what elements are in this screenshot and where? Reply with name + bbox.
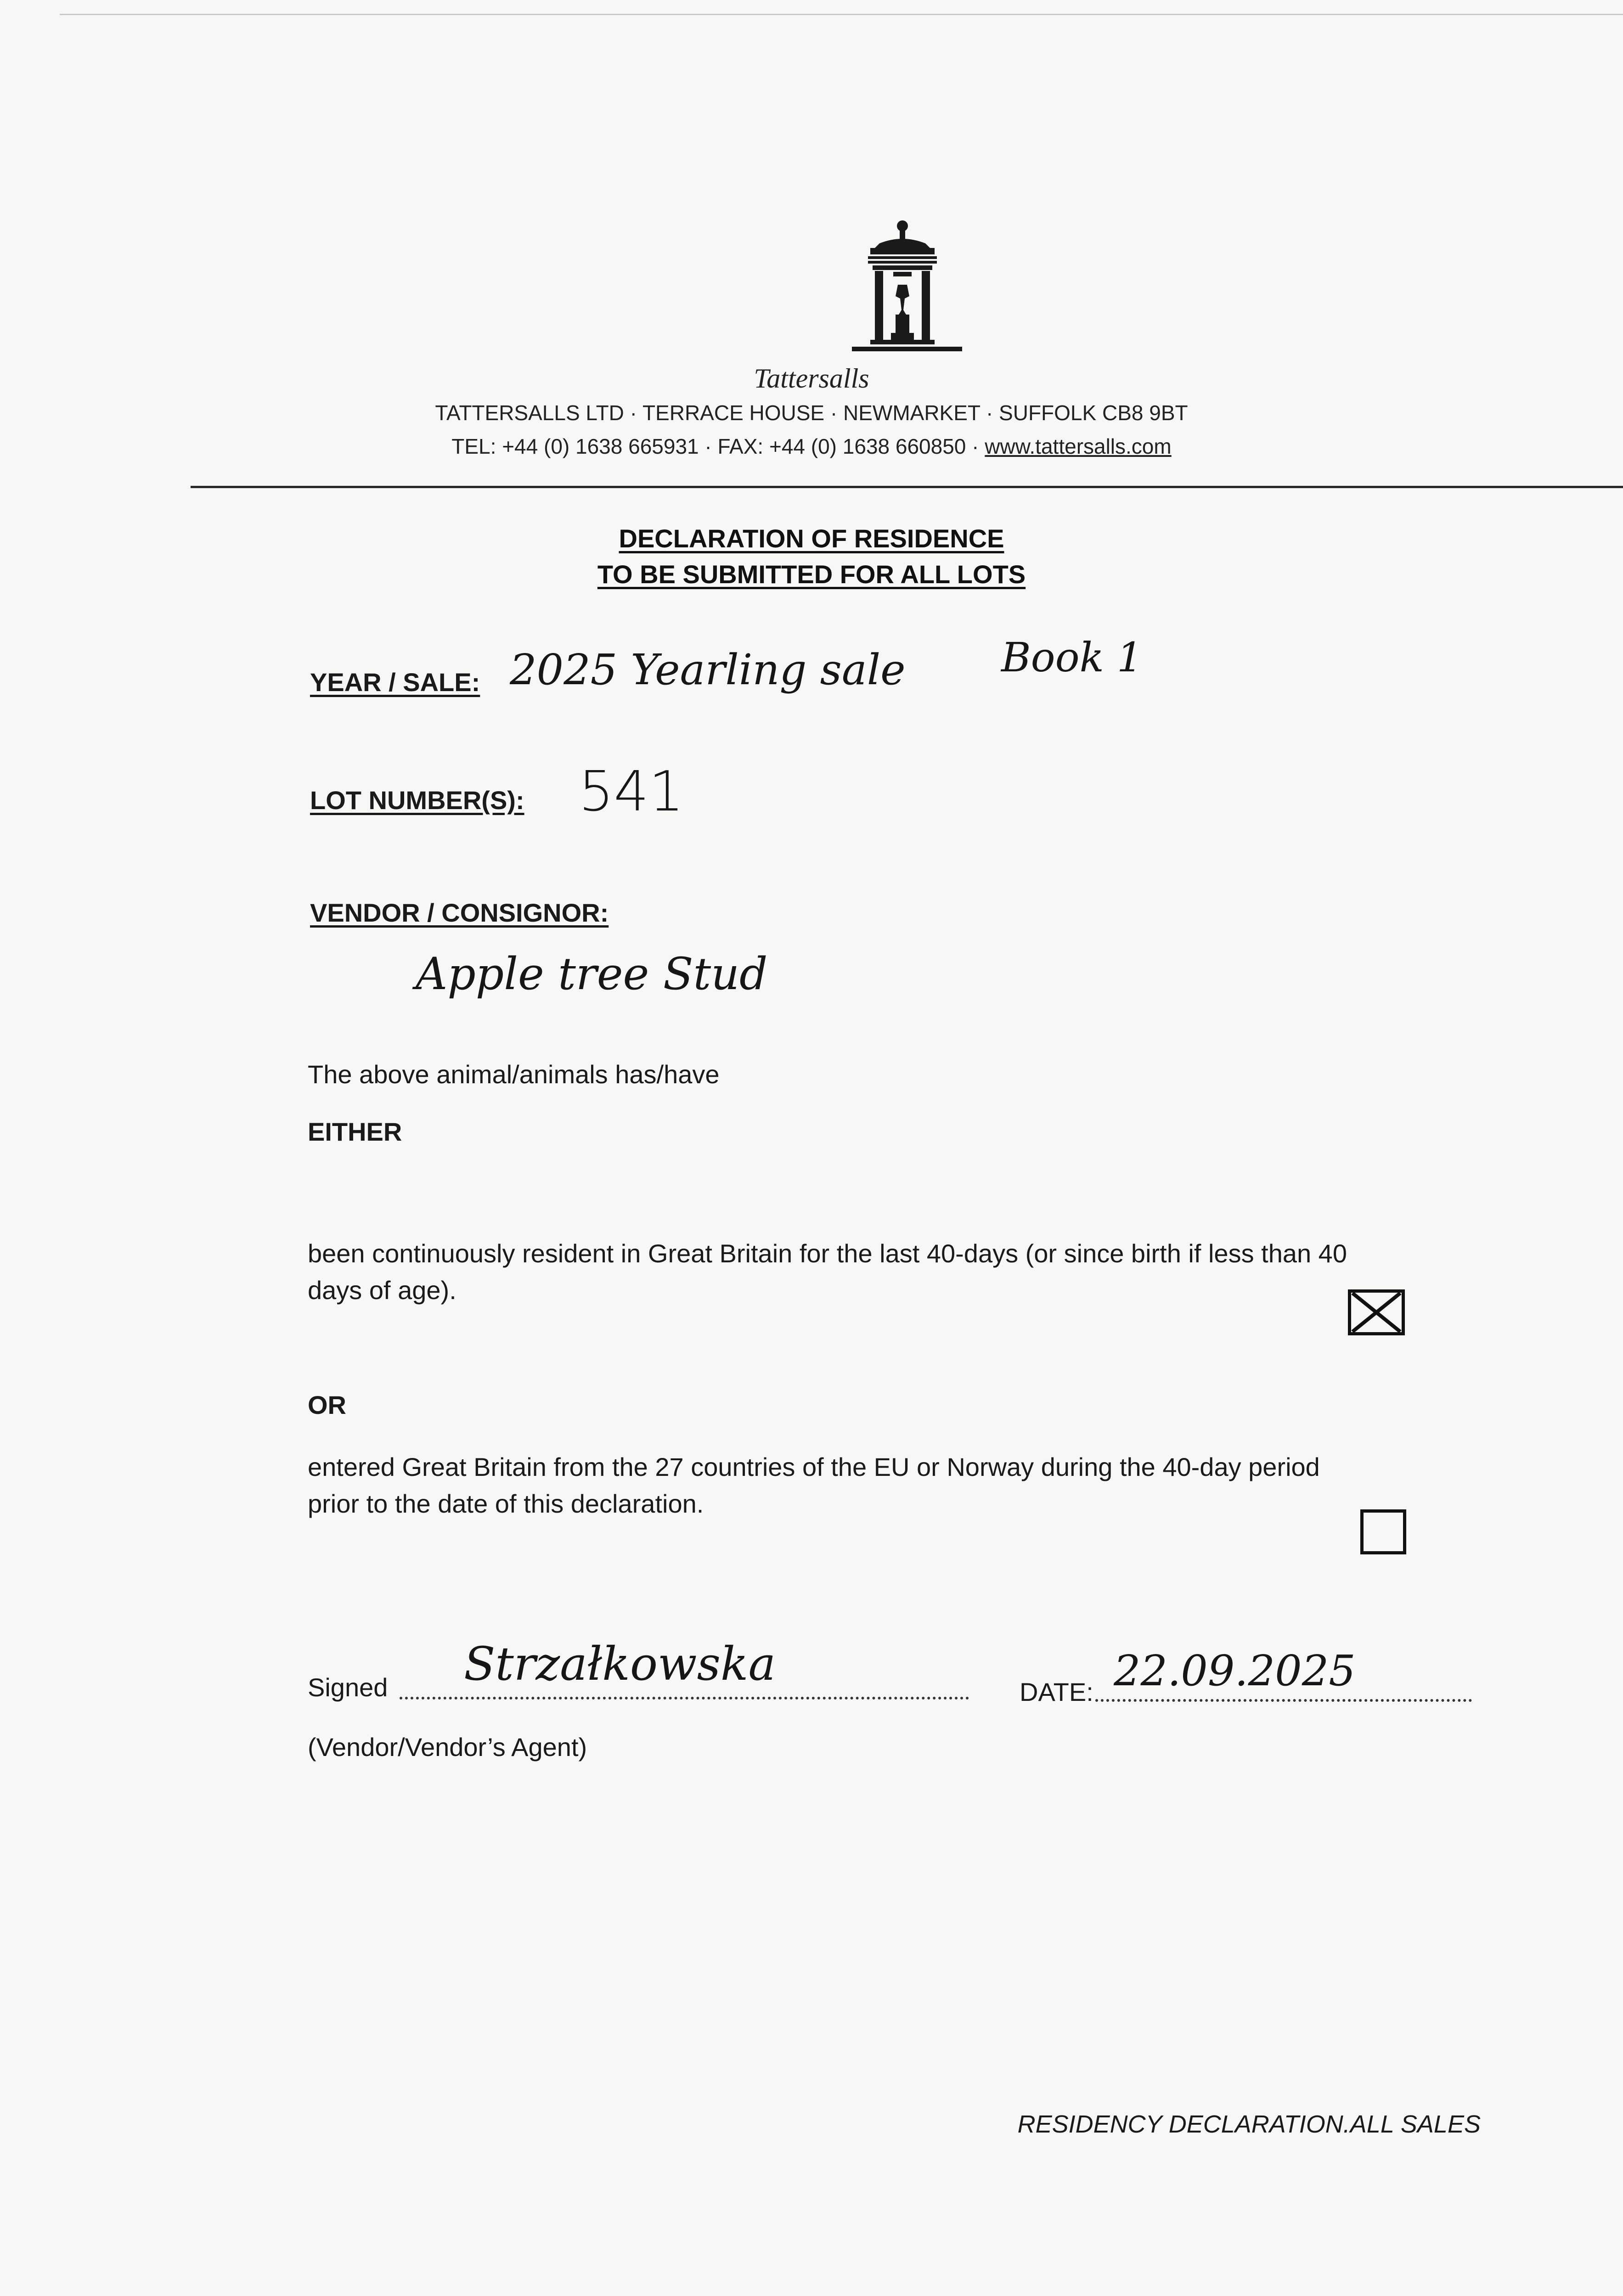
lot-number-label: LOT NUMBER(S): bbox=[310, 786, 524, 815]
checkmark-x-icon bbox=[1348, 1289, 1405, 1335]
book-value[interactable]: Book 1 bbox=[1001, 634, 1143, 681]
company-address: TATTERSALLS LTD · TERRACE HOUSE · NEWMARKET · SUFFOLK CB8 9BT bbox=[435, 401, 1188, 425]
either-heading: EITHER bbox=[308, 1117, 402, 1146]
year-sale-label: YEAR / SALE: bbox=[310, 668, 480, 697]
date-line bbox=[1095, 1699, 1472, 1702]
signed-label: Signed bbox=[308, 1673, 388, 1702]
signature-line bbox=[400, 1697, 969, 1699]
intro-text: The above animal/animals has/have bbox=[308, 1060, 720, 1089]
contact-numbers: TEL: +44 (0) 1638 665931 · FAX: +44 (0) 1638 660850 · bbox=[451, 434, 985, 458]
vendor-value[interactable]: Apple tree Stud bbox=[416, 948, 768, 1000]
or-heading: OR bbox=[308, 1390, 346, 1419]
document-title: DECLARATION OF RESIDENCE bbox=[619, 524, 1004, 553]
option1-checkbox[interactable] bbox=[1348, 1289, 1405, 1335]
signer-role: (Vendor/Vendor’s Agent) bbox=[308, 1733, 587, 1761]
option1-line2: days of age). bbox=[308, 1276, 456, 1305]
footer-label: RESIDENCY DECLARATION.ALL SALES bbox=[1017, 2110, 1481, 2138]
date-value[interactable]: 22.09.2025 bbox=[1114, 1646, 1356, 1695]
website-link[interactable]: www.tattersalls.com bbox=[985, 434, 1172, 458]
option1-line1: been continuously resident in Great Britain for the last 40-days (or since birth if less than 40 bbox=[308, 1239, 1347, 1268]
lot-number-value[interactable]: 541 bbox=[579, 760, 684, 824]
tattersalls-logo-icon bbox=[824, 216, 981, 363]
header-divider bbox=[191, 486, 1623, 488]
signature-value[interactable]: Strzałkowska bbox=[464, 1637, 776, 1691]
brand-name: Tattersalls bbox=[754, 363, 869, 394]
scan-edge-line bbox=[60, 14, 1623, 15]
date-label: DATE: bbox=[1020, 1677, 1093, 1706]
vendor-label: VENDOR / CONSIGNOR: bbox=[310, 898, 609, 927]
option2-line1: entered Great Britain from the 27 countries of the EU or Norway during the 40-day period bbox=[308, 1452, 1320, 1481]
option2-line2: prior to the date of this declaration. bbox=[308, 1489, 704, 1518]
year-sale-value[interactable]: 2025 Yearling sale bbox=[510, 645, 906, 694]
document-subtitle: TO BE SUBMITTED FOR ALL LOTS bbox=[597, 560, 1026, 589]
company-contact bbox=[0, 434, 1623, 459]
option2-checkbox[interactable] bbox=[1360, 1509, 1406, 1554]
